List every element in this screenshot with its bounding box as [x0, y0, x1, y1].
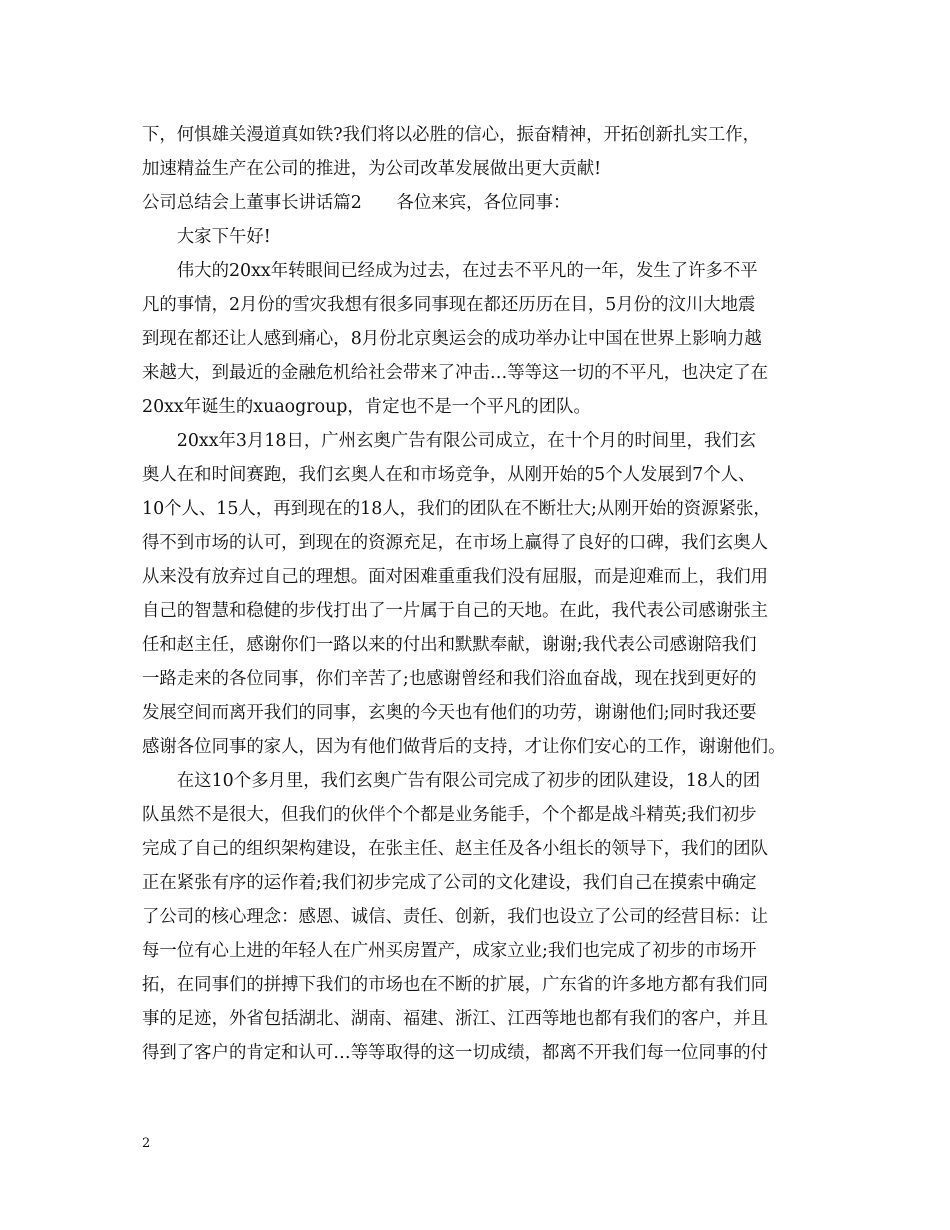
- text-line: 任和赵主任，感谢你们一路以来的付出和默默奉献，谢谢;我代表公司感谢陪我们: [142, 635, 757, 655]
- text-line: 到现在都还让人感到痛心，8月份北京奥运会的成功举办让中国在世界上影响力越: [142, 329, 762, 349]
- text-line: 感谢各位同事的家人，因为有他们做背后的支持，才让你们安心的工作，谢谢他们。: [142, 737, 786, 757]
- text-line: 正在紧张有序的运作着;我们初步完成了公司的文化建设，我们自己在摸索中确定: [142, 873, 757, 893]
- text-line: 完成了自己的组织架构建设，在张主任、赵主任及各小组长的领导下，我们的团队: [142, 839, 769, 859]
- text-line: 一路走来的各位同事，你们辛苦了;也感谢曾经和我们浴血奋战，现在找到更好的: [142, 669, 757, 689]
- text-line: 了公司的核心理念：感恩、诚信、责任、创新，我们也设立了公司的经营目标：让: [142, 907, 769, 927]
- greeting-line: 大家下午好!: [142, 227, 271, 247]
- text-line: 奥人在和时间赛跑，我们玄奥人在和市场竞争，从刚开始的5个人发展到7个人、: [142, 465, 756, 485]
- text-line: 自己的智慧和稳健的步伐打出了一片属于自己的天地。在此，我代表公司感谢张主: [142, 601, 769, 621]
- text-line: 20xx年诞生的xuaogroup，肯定也不是一个平凡的团队。: [142, 397, 591, 417]
- body-text: [142, 118, 824, 1070]
- text-line: 加速精益生产在公司的推进，为公司改革发展做出更大贡献!: [142, 159, 602, 179]
- text-line: 来越大，到最近的金融危机给社会带来了冲击…等等这一切的不平凡，也决定了在: [142, 363, 769, 383]
- text-line: 发展空间而离开我们的同事，玄奥的今天也有他们的功劳，谢谢他们;同时我还要: [142, 703, 757, 723]
- text-line: 伟大的20xx年转眼间已经成为过去，在过去不平凡的一年，发生了许多不平: [142, 261, 758, 281]
- text-line: 队虽然不是很大，但我们的伙伴个个都是业务能手，个个都是战斗精英;我们初步: [142, 805, 757, 825]
- text-line: 20xx年3月18日，广州玄奥广告有限公司成立，在十个月的时间里，我们玄: [142, 431, 757, 451]
- text-line: 10个人、15人，再到现在的18人，我们的团队在不断壮大;从刚开始的资源紧张，: [142, 499, 771, 519]
- page-number: 2: [142, 1136, 151, 1151]
- text-line: 得不到市场的认可，到现在的资源充足，在市场上赢得了良好的口碑，我们玄奥人: [142, 533, 769, 553]
- text-line: 拓，在同事们的拼搏下我们的市场也在不断的扩展，广东省的许多地方都有我们同: [142, 975, 769, 995]
- text-line: 下，何惧雄关漫道真如铁?我们将以必胜的信心，振奋精神，开拓创新扎实工作，: [142, 125, 760, 145]
- text-line: 每一位有心上进的年轻人在广州买房置产，成家立业;我们也完成了初步的市场开: [142, 941, 757, 961]
- text-line: 事的足迹，外省包括湖北、湖南、福建、浙江、江西等地也都有我们的客户，并且: [142, 1009, 769, 1029]
- text-line: 凡的事情，2月份的雪灾我想有很多同事现在都还历历在目，5月份的汶川大地震: [142, 295, 756, 315]
- text-line: 得到了客户的肯定和认可…等等取得的这一切成绩，都离不开我们每一位同事的付: [142, 1043, 769, 1063]
- section-heading-line: 公司总结会上董事长讲话篇2 各位来宾，各位同事：: [142, 193, 571, 213]
- text-line: 从来没有放弃过自己的理想。面对困难重重我们没有屈服，而是迎难而上，我们用: [142, 567, 769, 587]
- text-line: 在这10个多月里，我们玄奥广告有限公司完成了初步的团队建设，18人的团: [142, 771, 761, 791]
